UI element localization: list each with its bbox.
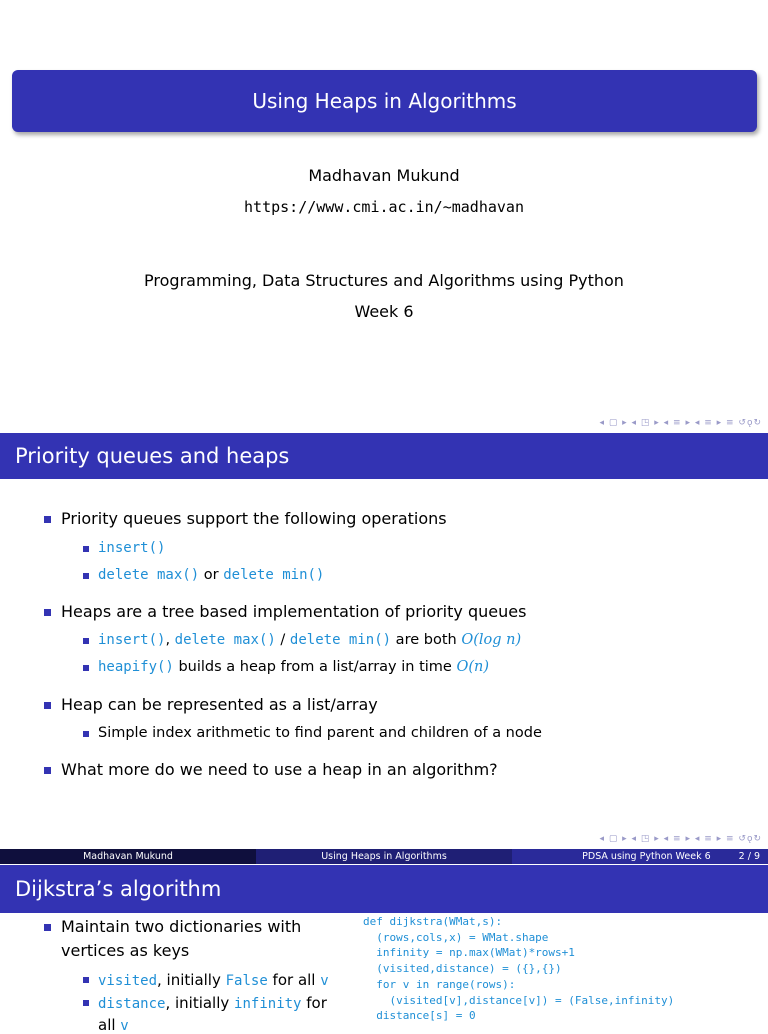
sub-bullet-heapify bbox=[98, 659, 489, 675]
code-delete-min: delete min() bbox=[289, 632, 392, 648]
frame-title-text: Dijkstra’s algorithm bbox=[15, 877, 222, 901]
text-all: all bbox=[98, 1016, 121, 1034]
course-name: Programming, Data Structures and Algorithms using Python bbox=[144, 271, 624, 290]
dijkstra-code-block: def dijkstra(WMat,s): (rows,cols,x) = WMat.shape infinity = np.max(WMat)*rows+1 (visited,distance) = ({},{}) for v in range(rows): (visited[v],distance[v]) = (False,infinity) distance[s] = 0 bbox=[363, 915, 675, 1023]
text-initially: , initially bbox=[165, 994, 235, 1012]
bullet-text: Heap can be represented as a list/array bbox=[61, 695, 378, 714]
text-or: or bbox=[199, 567, 224, 583]
footer-author bbox=[0, 849, 256, 864]
slide-title: Using Heaps in Algorithms bbox=[252, 89, 517, 113]
code-distance: distance bbox=[98, 996, 166, 1012]
bullet-heaps bbox=[61, 602, 526, 621]
footer-author-text: Madhavan Mukund bbox=[83, 851, 173, 862]
slide-footer bbox=[0, 849, 768, 864]
footer-title-text: Using Heaps in Algorithms bbox=[321, 851, 447, 862]
bullet-what-more bbox=[61, 760, 498, 779]
sub-bullet-delete bbox=[98, 567, 324, 583]
footer-course bbox=[512, 849, 768, 864]
footer-title bbox=[256, 849, 512, 864]
text-initially: , initially bbox=[157, 971, 226, 989]
code-insert: insert() bbox=[98, 632, 166, 648]
code-v: v bbox=[120, 1018, 129, 1034]
author-name: Madhavan Mukund bbox=[308, 166, 460, 185]
text-for: for bbox=[301, 994, 327, 1012]
sub-bullet-index-arith bbox=[98, 725, 542, 741]
sub-bullet-distance-cont bbox=[98, 1016, 129, 1034]
sub-bullet-insert bbox=[98, 540, 165, 556]
author-url[interactable]: https://www.cmi.ac.in/~madhavan bbox=[244, 198, 524, 216]
frame-title bbox=[0, 433, 768, 479]
text-are-both: are both bbox=[391, 632, 462, 648]
bullet-priority-queues bbox=[61, 509, 447, 528]
bullet-text: Maintain two dictionaries with bbox=[61, 917, 302, 936]
page-number: 2 / 9 bbox=[738, 851, 760, 862]
bullet-dictionaries bbox=[61, 917, 301, 936]
code-delete-min: delete min() bbox=[223, 567, 325, 583]
footer-course-text: PDSA using Python Week 6 bbox=[582, 851, 711, 862]
frame-title bbox=[0, 865, 768, 913]
text-for-all: for all bbox=[267, 971, 321, 989]
bullet-text: Simple index arithmetic to find parent and children of a node bbox=[98, 725, 542, 741]
week-label: Week 6 bbox=[354, 302, 414, 321]
bullet-text: What more do we need to use a heap in an algorithm? bbox=[61, 760, 498, 779]
text-heapify-desc: builds a heap from a list/array in time bbox=[173, 659, 457, 675]
text-slash: / bbox=[275, 632, 290, 648]
math-ologn: O(log n) bbox=[461, 632, 522, 648]
bullet-representation bbox=[61, 695, 378, 714]
code-delete-max: delete max() bbox=[174, 632, 276, 648]
frame-title-text: Priority queues and heaps bbox=[15, 444, 290, 468]
code-infinity: infinity bbox=[234, 996, 302, 1012]
sub-bullet-visited bbox=[98, 971, 329, 989]
bullet-text: vertices as keys bbox=[61, 941, 190, 960]
code-v: v bbox=[320, 973, 329, 989]
bullet-dictionaries-cont bbox=[61, 941, 189, 960]
text-comma: , bbox=[165, 632, 175, 648]
code-false: False bbox=[225, 973, 268, 989]
title-slide-banner bbox=[12, 70, 757, 132]
code-visited: visited bbox=[98, 973, 158, 989]
code-insert: insert() bbox=[98, 540, 166, 556]
code-heapify: heapify() bbox=[98, 659, 174, 675]
sub-bullet-complexity bbox=[98, 632, 521, 648]
bullet-text: Heaps are a tree based implementation of priority queues bbox=[61, 602, 527, 621]
bullet-text: Priority queues support the following operations bbox=[61, 509, 447, 528]
code-delete-max: delete max() bbox=[98, 567, 200, 583]
beamer-nav-icons[interactable]: ◂ ▢ ▸ ◂ ◳ ▸ ◂ ≡ ▸ ◂ ≡ ▸ ≡ ↺ǫ↻ bbox=[599, 418, 762, 428]
beamer-nav-icons[interactable]: ◂ ▢ ▸ ◂ ◳ ▸ ◂ ≡ ▸ ◂ ≡ ▸ ≡ ↺ǫ↻ bbox=[599, 834, 762, 844]
math-on: O(n) bbox=[456, 659, 489, 675]
sub-bullet-distance bbox=[98, 994, 327, 1012]
